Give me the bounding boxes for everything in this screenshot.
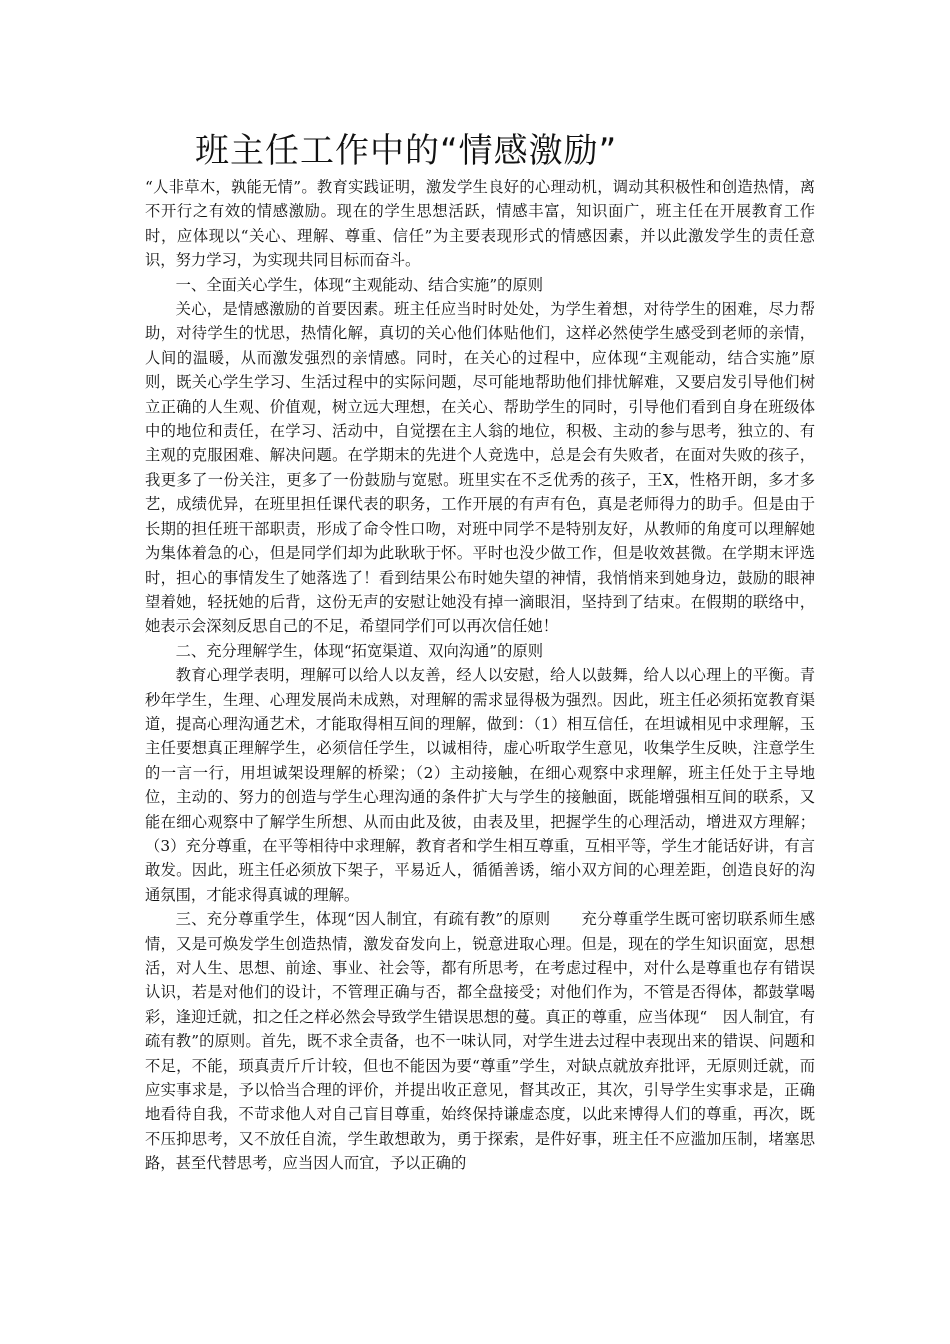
section-3-paragraph: 三、充分尊重学生，体现“因人制宜，有疏有教”的原则 充分尊重学生既可密切联系师生感情，又是可焕发学生创造热情，激发奋发向上，锐意进取心理。但是，现在的学生知识面宽，思想活，对人生、思想、前途、事业、社会等，都有所思考，在考虑过程中，对什么是尊重也存有错误认识，若是对他们的设计，不管理正确与否，都全盘接受；对他们作为，不管是否得体，都鼓掌喝彩，逢迎迁就，扣之任之样必然会导致学生错误思想的蔓。真正的尊重，应当体现“ 因人制宜，有疏有教”的原则。首先，既不求全责备，也不一味认同，对学生进去过程中表现出来的错误、问题和不足，不能，顼真责斤斤计较，但也不能因为要“尊重”学生，对缺点就放弃批评，无原则迁就，而应实事求是，予以恰当合理的评价，并提出收正意见，督其改正，其次，引导学生实事求是，正确地看待自我，不苛求他人对自己盲目尊重，始终保持谦虚态度，以此来博得人们的尊重，再次，既不压抑思考，又不放任自流，学生敢想敢为，勇于探索，是件好事，班主任不应滥加压制，堵塞思路，甚至代替思考，应当因人而宜，予以正确的 <box>145 910 815 1173</box>
section-1-heading: 一、全面关心学生，体现“主观能动、结合实施”的原则 <box>175 275 544 294</box>
section-2-paragraph: 教育心理学表明，理解可以给人以友善，经人以安慰，给人以鼓舞，给人以心理上的平衡。青秒年学生，生理、心理发展尚未成熟，对理解的需求显得极为强烈。因此，班主任必须拓宽教育渠道，提高心理沟通艺术，才能取得相互间的理解，做到：（1）相互信任，在坦诚相见中求理解，玉主任要想真正理解学生，必须信任学生，以诚相待，虚心听取学生意见，收集学生反映，注意学生的一言一行，用坦诚架设理解的桥梁；（2）主动接触，在细心观察中求理解，班主任处于主导地位，主动的、努力的创造与学生心理沟通的条件扩大与学生的接触面，既能增强相互间的联系，又能在细心观察中了解学生所想、从而由此及彼，由表及里，把握学生的心理活动，增进双方理解；（3）充分尊重，在平等相待中求理解，教育者和学生相互尊重，互相平等，学生才能话好讲，有言敢发。因此，班主任必须放下架子，平易近人，循循善诱，缩小双方间的心理差距，创造良好的沟通氛围，才能求得真诚的理解。 <box>145 666 815 904</box>
document-body <box>145 175 815 1176</box>
section-2-heading: 二、充分理解学生，体现“拓宽渠道、双向沟通”的原则 <box>175 641 544 660</box>
document-title: 班主任工作中的“情感激励” <box>195 131 618 171</box>
section-1-paragraph: 关心，是情感激励的首要因素。班主任应当时时处处，为学生着想，对待学生的困难，尽力帮助，对待学生的忧思，热情化解，真切的关心他们体贴他们，这样必然使学生感受到老师的亲情，人间的温暖，从而激发强烈的亲情感。同时，在关心的过程中，应体现“主观能动，结合实施”原则，既关心学生学习、生活过程中的实际问题，尽可能地帮助他们排忧解难，又要启发引导他们树立正确的人生观、价值观，树立远大理想，在关心、帮助学生的同时，引导他们看到自身在班级体中的地位和责任，在学习、活动中，自觉摆在主人翁的地位，积极、主动的参与思考，独立的、有主观的克服困难、解决问题。在学期末的先进个人竞选中，总是会有失败者，在面对失败的孩子，我更多了一份关注，更多了一份鼓励与宽慰。班里实在不乏优秀的孩子，王X，性格开朗，多才多艺，成绩优异，在班里担任课代表的职务，工作开展的有声有色，真是老师得力的助手。但是由于长期的担任班干部职责，形成了命令性口吻，对班中同学不是特别友好，从教师的角度可以理解她为集体着急的心，但是同学们却为此耿耿于怀。平时也没少做工作，但是收效甚微。在学期末评选时，担心的事情发生了她落选了！看到结果公布时她失望的神情，我悄悄来到她身边，鼓励的眼神望着她，轻抚她的后背，这份无声的安慰让她没有掉一滴眼泪，坚持到了结束。在假期的联络中，她表示会深刻反思自己的不足，希望同学们可以再次信任她！ <box>145 300 815 636</box>
intro-paragraph: “人非草木，孰能无情”。教育实践证明，激发学生良好的心理动机，调动其积极性和创造热情，离不开行之有效的情感激励。现在的学生思想活跃，情感丰富，知识面广，班主任在开展教育工作时，应体现以“关心、理解、尊重、信任”为主要表现形式的情感因素，并以此激发学生的责任意识，努力学习，为实现共同目标而奋斗。 <box>145 178 815 270</box>
